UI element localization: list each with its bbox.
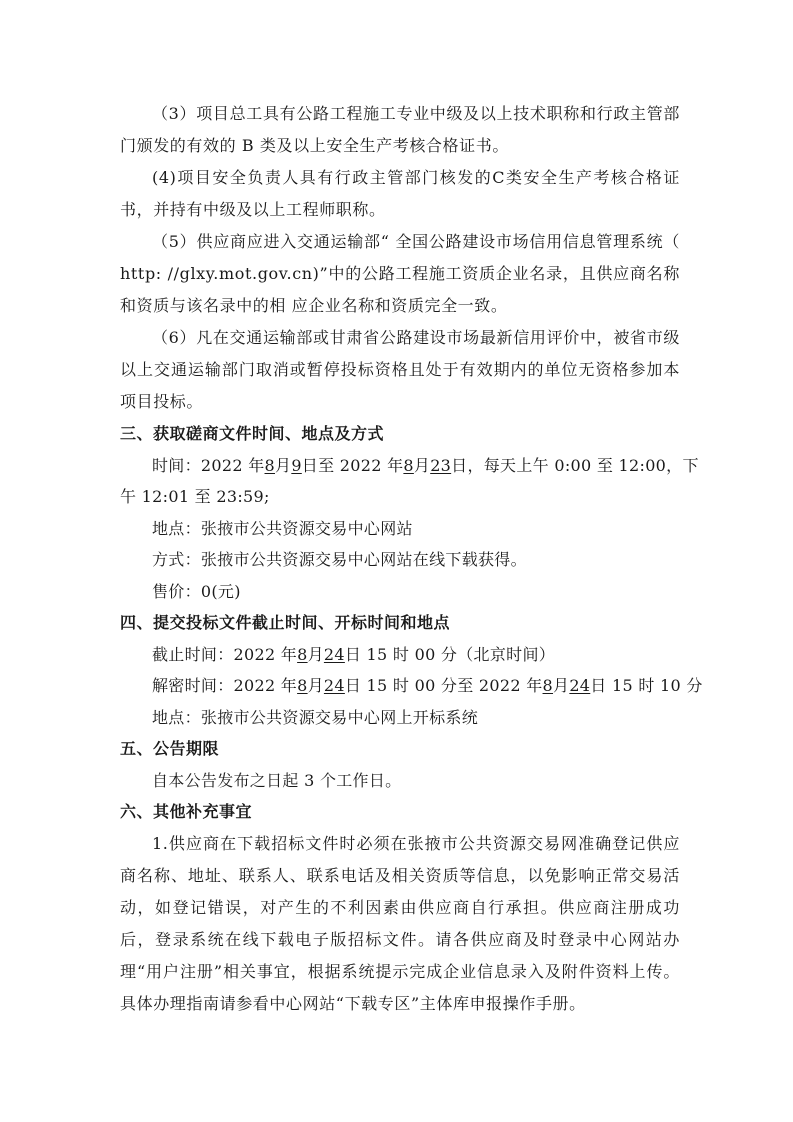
section-5-heading: 五、公告期限 bbox=[120, 739, 220, 758]
section-4-deadline: 截止时间：2022 年8月24日 15 时 00 分（北京时间） bbox=[152, 644, 556, 664]
section-3-time: 时间：2022 年8月9日至 2022 年8月23日，每天上午 0:00 至 12:00，下 bbox=[152, 455, 699, 475]
document-body bbox=[120, 98, 703, 1020]
section-6-text: 1.供应商在下载招标文件时必须在张掖市公共资源交易网准确登记供应商名称、地址、联系人、联系电话及相关资质等信息，以免影响正常交易活动，如登记错误，对产生的不利因素由供应商自行承担。供应商注册成功后，登录系统在线下载电子版招标文件。请各供应商及时登录中心网站办理“用户注册”相关事宜，根据系统提示完成企业信息录入及附件资料上传。具体办理指南请参看中心网站“下载专区”主体库申报操作手册。 bbox=[120, 833, 680, 1013]
section-3-price: 售价：0(元) bbox=[152, 581, 241, 601]
section-3-time-continued: 午 12:01 至 23:59; bbox=[120, 487, 270, 506]
section-3-method: 方式：张掖市公共资源交易中心网站在线下载获得。 bbox=[152, 550, 527, 569]
section-4-decrypt: 解密时间：2022 年8月24日 15 时 00 分至 2022 年8月24日 15 时 10 分 bbox=[152, 676, 703, 695]
section-4-place: 地点：张掖市公共资源交易中心网上开标系统 bbox=[152, 707, 479, 727]
section-3-place: 地点：张掖市公共资源交易中心网站 bbox=[152, 518, 413, 538]
section-6-heading: 六、其他补充事宜 bbox=[120, 802, 253, 821]
section-3-heading: 三、获取磋商文件时间、地点及方式 bbox=[120, 424, 385, 443]
paragraph-qualification-3: （3）项目总工具有公路工程施工专业中级及以上技术职称和行政主管部门颁发的有效的 B 类及以上安全生产考核合格证书。 bbox=[120, 104, 680, 155]
paragraph-qualification-5: （5）供应商应进入交通运输部“ 全国公路建设市场信用信息管理系统（ http: //glxy.mot.gov.cn)”中的公路工程施工资质企业名录，且供应商名称和资质与该名录中的相 应企业名称和资质完全一致。 bbox=[120, 232, 680, 315]
section-4-heading: 四、提交投标文件截止时间、开标时间和地点 bbox=[120, 613, 451, 632]
paragraph-qualification-6: （6）凡在交通运输部或甘肃省公路建设市场最新信用评价中，被省市级以上交通运输部门取消或暂停投标资格且处于有效期内的单位无资格参加本项目投标。 bbox=[120, 328, 680, 411]
section-5-text: 自本公告发布之日起 3 个工作日。 bbox=[152, 770, 402, 790]
paragraph-qualification-4: (4)项目安全负责人具有行政主管部门核发的C类安全生产考核合格证书，并持有中级及以上工程师职称。 bbox=[120, 168, 680, 219]
